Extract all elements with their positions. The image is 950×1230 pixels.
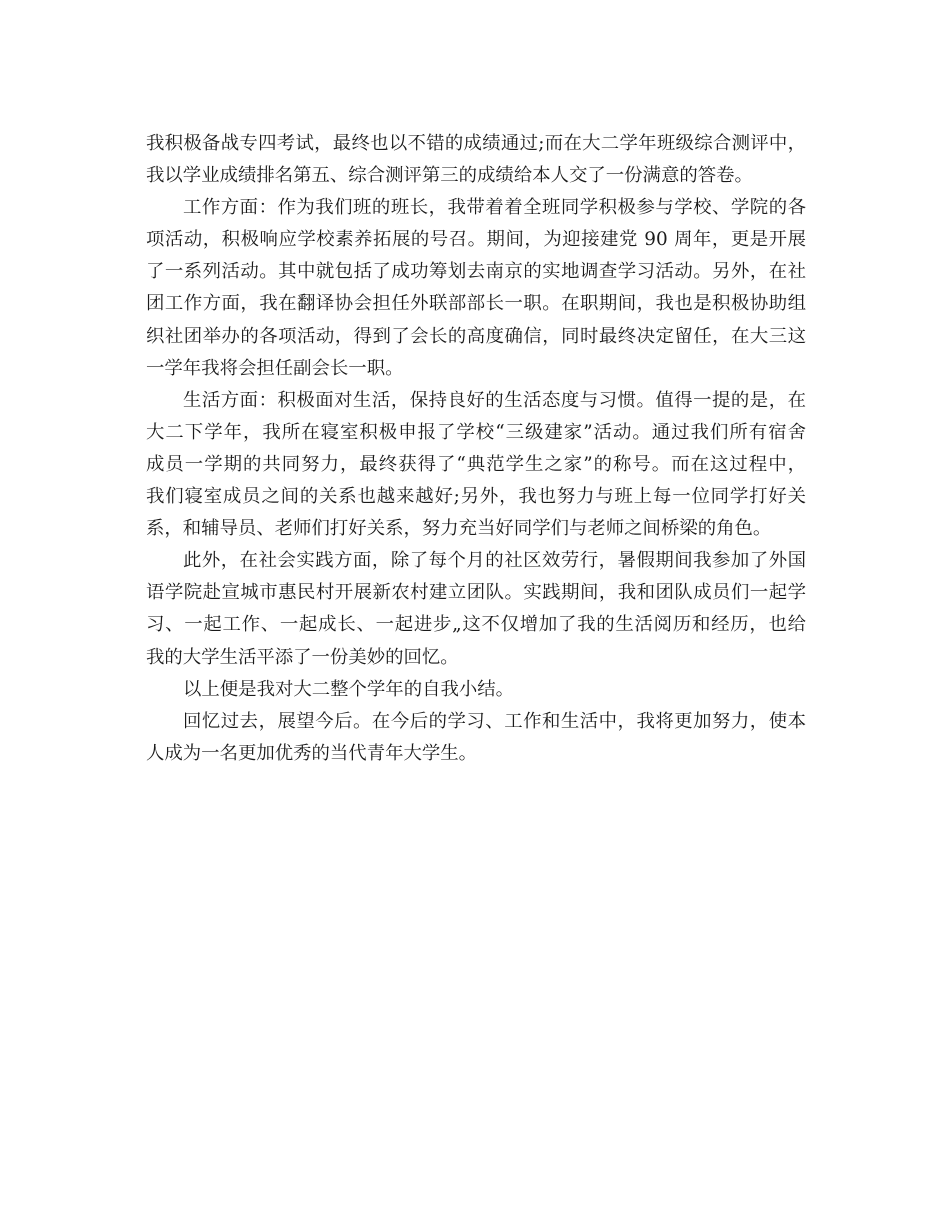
text-line: 习、一起工作、一起成长、一起进步„这不仅增加了我的生活阅历和经历，也给 xyxy=(146,614,806,636)
document-body xyxy=(146,128,806,770)
text-line: 团工作方面，我在翻译协会担任外联部部长一职。在职期间，我也是积极协助组 xyxy=(146,293,806,315)
text-line: 语学院赴宣城市惠民村开展新农村建立团队。实践期间，我和团队成员们一起学 xyxy=(146,582,806,604)
text-line: 大二下学年，我所在寝室积极申报了学校“三级建家”活动。通过我们所有宿舍 xyxy=(146,421,806,443)
text-line: 生活方面：积极面对生活，保持良好的生活态度与习惯。值得一提的是，在 xyxy=(183,389,806,411)
text-line: 我以学业成绩排名第五、综合测评第三的成绩给本人交了一份满意的答卷。 xyxy=(146,165,753,187)
text-line: 织社团举办的各项活动，得到了会长的高度确信，同时最终决定留任，在大三这 xyxy=(146,325,806,347)
text-line: 成员一学期的共同努力，最终获得了“典范学生之家”的称号。而在这过程中， xyxy=(146,453,806,475)
text-line: 了一系列活动。其中就包括了成功筹划去南京的实地调查学习活动。另外，在社 xyxy=(146,261,806,283)
text-line: 系，和辅导员、老师们打好关系，努力充当好同学们与老师之间桥梁的角色。 xyxy=(146,518,772,540)
text-line: 我的大学生活平添了一份美妙的回忆。 xyxy=(146,646,459,668)
text-line: 我们寝室成员之间的关系也越来越好;另外，我也努力与班上每一位同学打好关 xyxy=(146,486,806,508)
text-line: 我积极备战专四考试，最终也以不错的成绩通过;而在大二学年班级综合测评中， xyxy=(146,133,806,154)
text-line: 以上便是我对大二整个学年的自我小结。 xyxy=(183,678,515,700)
text-line: 项活动，积极响应学校素养拓展的号召。期间，为迎接建党 90 周年，更是开展 xyxy=(146,229,806,251)
text-line: 一学年我将会担任副会长一职。 xyxy=(146,357,404,379)
text-line: 工作方面：作为我们班的班长，我带着着全班同学积极参与学校、学院的各 xyxy=(183,197,806,219)
text-line: 人成为一名更加优秀的当代青年大学生。 xyxy=(146,742,478,764)
text-line: 此外，在社会实践方面，除了每个月的社区效劳行，暑假期间我参加了外国 xyxy=(183,550,806,572)
text-line: 回忆过去，展望今后。在今后的学习、工作和生活中，我将更加努力，使本 xyxy=(183,710,806,732)
